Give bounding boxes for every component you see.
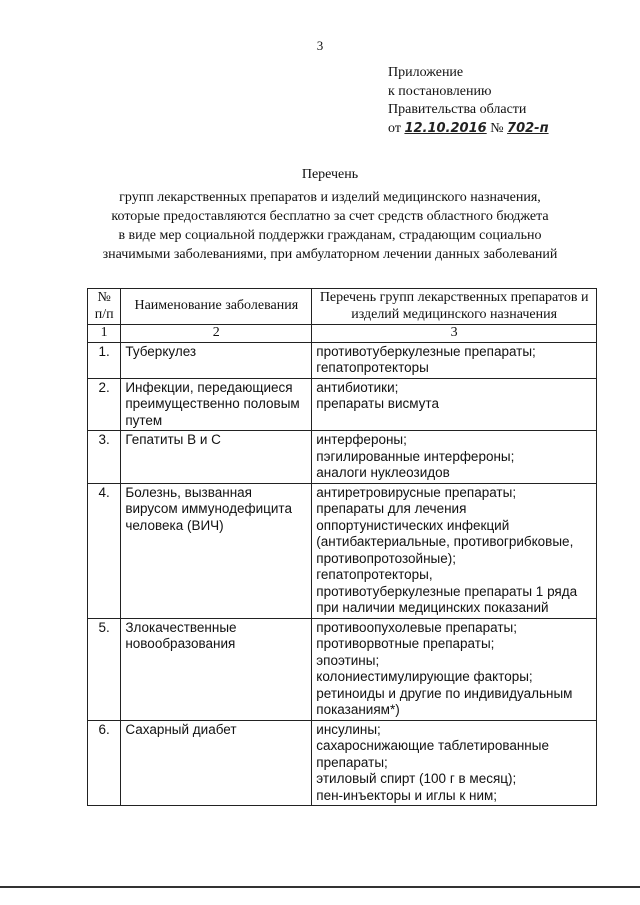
page-number: 3: [316, 38, 324, 53]
row-number: 1.: [88, 342, 121, 378]
table-row: [88, 618, 597, 720]
row-number: 3.: [88, 431, 121, 484]
column-number-1: 1: [88, 325, 121, 343]
appendix-block: [388, 64, 549, 138]
row-item: интерфероны;: [316, 432, 407, 447]
row-disease: Инфекции, передающиеся преимущественно половым путем: [121, 378, 312, 431]
table-row: [88, 483, 597, 618]
title-line-4: значимыми заболеваниями, при амбулаторном лечении данных заболеваний: [102, 247, 558, 262]
document-title: [80, 165, 580, 264]
row-disease: Гепатиты В и С: [121, 431, 312, 484]
row-item: этиловый спирт (100 г в месяц);: [316, 771, 517, 786]
row-number: 6.: [88, 720, 121, 806]
table-row: [88, 431, 597, 484]
header-num: № п/п: [88, 289, 121, 325]
header-items: Перечень групп лекарственных препаратов и изделий медицинского назначения: [312, 289, 597, 325]
row-disease: Злокачественные новообразования: [121, 618, 312, 720]
column-number-row: [88, 325, 597, 343]
title-line-2: которые предоставляются бесплатно за счет средств областного бюджета: [111, 209, 549, 224]
appendix-date-line: [388, 120, 549, 139]
number-label: №: [490, 120, 504, 136]
title-line-1: групп лекарственных препаратов и изделий медицинского назначения,: [119, 190, 541, 205]
row-item: пен-инъекторы и иглы к ним;: [316, 787, 498, 803]
row-item: аналоги нуклеозидов: [316, 465, 450, 480]
row-items: [312, 618, 597, 720]
row-item: пэгилированные интерфероны;: [316, 448, 515, 464]
row-item: колониестимулирующие факторы;: [316, 669, 533, 684]
row-disease: Болезнь, вызванная вирусом иммунодефицита человека (ВИЧ): [121, 483, 312, 618]
row-item: препараты для лечения оппортунистических инфекций (антибактериальные, противогрибковые, противопротозойные);: [316, 501, 574, 566]
row-number: 5.: [88, 618, 121, 720]
row-item: эпоэтины;: [316, 652, 380, 668]
from-label: от: [388, 120, 401, 136]
title-line-3: в виде мер социальной поддержки гражданам, страдающим социально: [118, 228, 542, 243]
row-item: гепатопротекторы,: [316, 567, 433, 582]
row-item: ретиноиды и другие по индивидуальным показаниям*): [316, 685, 573, 717]
row-disease: Сахарный диабет: [121, 720, 312, 806]
appendix-line-1: Приложение: [388, 65, 464, 80]
row-disease: Туберкулез: [121, 342, 312, 378]
row-number: 2.: [88, 378, 121, 431]
row-item: гепатопротекторы: [316, 360, 429, 375]
row-item: противотуберкулезные препараты 1 ряда при наличии медицинских показаний: [316, 583, 578, 615]
table-row: [88, 342, 597, 378]
disease-table: [87, 288, 597, 806]
row-item: противорвотные препараты;: [316, 636, 495, 651]
table-row: [88, 720, 597, 806]
bottom-divider: [0, 886, 640, 888]
row-item: сахароснижающие таблетированные препараты;: [316, 738, 549, 770]
row-items: [312, 342, 597, 378]
header-disease: Наименование заболевания: [121, 289, 312, 325]
row-items: [312, 431, 597, 484]
table-row: [88, 378, 597, 431]
row-item: противоопухолевые препараты;: [316, 619, 517, 635]
row-item: противотуберкулезные препараты;: [316, 343, 536, 359]
row-items: [312, 483, 597, 618]
table-header-row: [88, 289, 597, 325]
title-heading: Перечень: [301, 167, 359, 182]
row-item: препараты висмута: [316, 396, 439, 411]
row-item: антиретровирусные препараты;: [316, 484, 517, 500]
appendix-line-3: Правительства области: [388, 102, 527, 117]
column-number-2: 2: [121, 325, 312, 343]
row-item: антибиотики;: [316, 379, 399, 395]
column-number-3: 3: [312, 325, 597, 343]
row-number: 4.: [88, 483, 121, 618]
row-items: [312, 720, 597, 806]
row-items: [312, 378, 597, 431]
handwritten-number: 702-п: [507, 120, 549, 136]
row-item: инсулины;: [316, 721, 381, 737]
handwritten-date: 12.10.2016: [404, 120, 487, 136]
appendix-line-2: к постановлению: [388, 83, 492, 99]
